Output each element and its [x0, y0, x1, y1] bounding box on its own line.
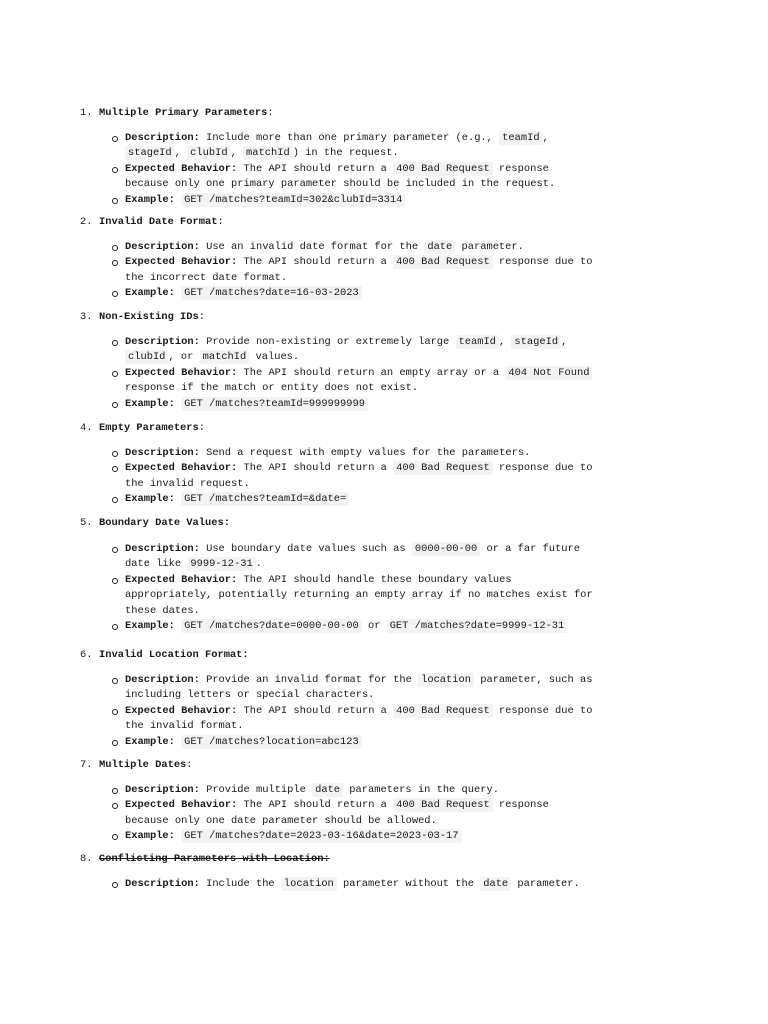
bullet-text: response due to the invalid format.	[125, 704, 593, 733]
bullet-text: Provide multiple	[206, 784, 313, 796]
item-number: 1.	[80, 107, 93, 119]
bullet-text: Include more than one primary parameter (e.g.,	[206, 132, 500, 144]
bullet-marker	[112, 402, 118, 408]
inline-code: matchId	[243, 146, 293, 160]
bullet-label: Expected Behavior:	[125, 256, 238, 269]
inline-code: 9999-12-31	[187, 557, 255, 571]
bullet-label: Example:	[125, 287, 175, 300]
bullet-text: Provide non-existing or extremely large	[206, 336, 456, 348]
inline-code: 400 Bad Request	[393, 704, 493, 718]
bullet-label: Description:	[125, 241, 200, 253]
inline-code: clubId	[187, 146, 230, 160]
bullet-label: Description:	[125, 878, 200, 890]
example-bullet	[0, 619, 595, 634]
bullet-marker	[112, 678, 118, 684]
item-number: 8.	[80, 853, 93, 865]
example-bullet	[0, 286, 595, 301]
example-bullet	[0, 829, 595, 844]
item-title: Boundary Date Values:	[99, 517, 230, 529]
item-title: Non-Existing IDs:	[99, 311, 206, 323]
inline-code: teamId	[499, 131, 542, 145]
bullet-marker	[112, 466, 118, 472]
bullet-marker	[112, 709, 118, 715]
description-bullet	[0, 673, 595, 704]
inline-code: clubId	[125, 350, 168, 364]
bullet-text: The API should return a	[243, 704, 394, 717]
bullet-label: Description:	[125, 336, 200, 348]
example-bullet	[0, 735, 595, 750]
item-number: 7.	[80, 759, 93, 771]
behavior-bullet	[0, 255, 595, 286]
bullet-list	[0, 335, 768, 412]
inline-code: date	[312, 783, 343, 797]
item-number: 4.	[80, 422, 93, 434]
inline-code: GET /matches?location=abc123	[181, 735, 362, 749]
bullet-text: or	[361, 620, 387, 633]
bullet-text: parameter.	[455, 241, 524, 253]
inline-code: 400 Bad Request	[393, 798, 493, 812]
bullet-list	[0, 446, 768, 508]
bullet-text: response because only one primary parameter should be included in the request.	[125, 162, 556, 191]
inline-code: stageId	[125, 146, 175, 160]
bullet-marker	[112, 245, 118, 251]
bullet-text: response due to the incorrect date format.	[125, 256, 593, 284]
bullet-text: ) in the request.	[292, 147, 399, 160]
bullet-list	[0, 783, 768, 845]
bullet-text: Send a request with empty values for the parameters.	[206, 447, 531, 459]
item-number: 2.	[80, 216, 93, 228]
bullet-label: Expected Behavior:	[125, 366, 238, 379]
item-title: Invalid Location Format:	[99, 649, 249, 661]
bullet-text: , or	[168, 351, 200, 364]
bullet-list	[0, 240, 768, 302]
bullet-label: Description:	[125, 447, 200, 459]
example-bullet	[0, 492, 595, 507]
bullet-label: Description:	[125, 543, 200, 555]
behavior-bullet	[0, 366, 595, 397]
bullet-label: Description:	[125, 132, 200, 144]
bullet-marker	[112, 788, 118, 794]
bullet-text: ,	[174, 147, 188, 160]
item-title: Empty Parameters:	[99, 422, 206, 434]
inline-code: matchId	[200, 350, 250, 364]
inline-code: date	[480, 877, 511, 891]
bullet-label: Expected Behavior:	[125, 462, 238, 475]
bullet-label: Example:	[125, 493, 175, 506]
behavior-bullet	[0, 162, 595, 193]
bullet-text: The API should handle these boundary values appropriately, potentially returning an empty array if no matches exist for these dates.	[125, 573, 593, 617]
bullet-text: ,	[230, 147, 244, 160]
example-bullet	[0, 397, 595, 412]
bullet-marker	[112, 291, 118, 297]
bullet-label: Description:	[125, 784, 200, 796]
inline-code: 0000-00-00	[412, 542, 480, 556]
behavior-bullet	[0, 798, 595, 829]
description-bullet	[0, 542, 595, 573]
bullet-marker	[112, 167, 118, 173]
behavior-bullet	[0, 461, 595, 492]
bullet-marker	[112, 198, 118, 204]
bullet-label: Expected Behavior:	[125, 799, 238, 812]
example-bullet	[0, 193, 595, 208]
bullet-text: Use boundary date values such as	[206, 543, 412, 555]
bullet-text: The API should return a	[243, 799, 394, 812]
behavior-bullet	[0, 573, 595, 619]
bullet-text: parameter without the	[336, 878, 481, 890]
item-number: 6.	[80, 649, 93, 661]
bullet-text: ,	[561, 336, 568, 348]
bullet-label: Description:	[125, 674, 200, 686]
inline-code: GET /matches?teamId=999999999	[181, 397, 368, 411]
inline-code: GET /matches?teamId=&date=	[181, 492, 349, 506]
inline-code: 400 Bad Request	[393, 461, 493, 475]
item-number: 3.	[80, 311, 93, 323]
bullet-label: Example:	[125, 620, 175, 633]
description-bullet	[0, 335, 595, 366]
bullet-label: Expected Behavior:	[125, 704, 238, 717]
bullet-text: parameters in the query.	[343, 784, 499, 796]
bullet-list	[0, 673, 768, 750]
bullet-text: ,	[542, 132, 549, 144]
bullet-list	[0, 877, 768, 892]
bullet-text: Include the	[206, 878, 281, 890]
inline-code: GET /matches?date=2023-03-16&date=2023-03-17	[181, 829, 461, 843]
bullet-text: The API should return an empty array or a	[243, 366, 506, 379]
bullet-text: The API should return a	[243, 462, 394, 475]
inline-code: 400 Bad Request	[393, 255, 493, 269]
bullet-text: parameter.	[511, 878, 580, 890]
bullet-marker	[112, 136, 118, 142]
inline-code: stageId	[511, 335, 561, 349]
bullet-text: The API should return a	[243, 256, 394, 269]
description-bullet	[0, 240, 595, 255]
bullet-label: Expected Behavior:	[125, 573, 238, 586]
bullet-text: parameter, such as including letters or special characters.	[125, 674, 593, 702]
inline-code: teamId	[456, 335, 499, 349]
bullet-text: ,	[498, 336, 512, 348]
bullet-label: Example:	[125, 830, 175, 843]
item-title: Multiple Dates:	[99, 759, 193, 771]
bullet-marker	[112, 578, 118, 584]
description-bullet	[0, 131, 595, 162]
bullet-text: or a far future date like	[125, 543, 580, 571]
inline-code: 400 Bad Request	[393, 162, 493, 176]
inline-code: location	[281, 877, 337, 891]
bullet-marker	[112, 834, 118, 840]
inline-code: GET /matches?date=9999-12-31	[387, 619, 568, 633]
inline-code: location	[418, 673, 474, 687]
bullet-label: Example:	[125, 735, 175, 748]
bullet-marker	[112, 260, 118, 266]
bullet-label: Expected Behavior:	[125, 162, 238, 175]
bullet-text: .	[255, 558, 262, 571]
inline-code: 404 Not Found	[505, 366, 592, 380]
item-number: 5.	[80, 517, 93, 529]
inline-code: GET /matches?date=16-03-2023	[181, 286, 362, 300]
bullet-text: response due to the invalid request.	[125, 462, 593, 490]
bullet-text: response because only one date parameter should be allowed.	[125, 799, 549, 827]
bullet-marker	[112, 497, 118, 503]
description-bullet	[0, 446, 595, 461]
bullet-marker	[112, 624, 118, 630]
description-bullet	[0, 877, 595, 892]
bullet-marker	[112, 371, 118, 377]
behavior-bullet	[0, 704, 595, 735]
item-title: Invalid Date Format:	[99, 216, 224, 228]
bullet-marker	[112, 451, 118, 457]
bullet-list	[0, 131, 768, 208]
bullet-text: values.	[249, 351, 300, 364]
bullet-label: Example:	[125, 193, 175, 206]
bullet-text: The API should return a	[243, 162, 394, 175]
item-title: Multiple Primary Parameters:	[99, 107, 274, 119]
bullet-marker	[112, 740, 118, 746]
description-bullet	[0, 783, 595, 798]
bullet-marker	[112, 547, 118, 553]
inline-code: date	[424, 240, 455, 254]
bullet-text: Provide an invalid format for the	[206, 674, 419, 686]
item-title: Conflicting Parameters with Location:	[99, 853, 330, 865]
bullet-list	[0, 542, 768, 634]
inline-code: GET /matches?teamId=302&clubId=3314	[181, 193, 405, 207]
bullet-text: response if the match or entity does not exist.	[125, 382, 419, 395]
bullet-label: Example:	[125, 397, 175, 410]
inline-code: GET /matches?date=0000-00-00	[181, 619, 362, 633]
bullet-marker	[112, 803, 118, 809]
bullet-marker	[112, 340, 118, 346]
bullet-text: Use an invalid date format for the	[206, 241, 425, 253]
bullet-marker	[112, 882, 118, 888]
